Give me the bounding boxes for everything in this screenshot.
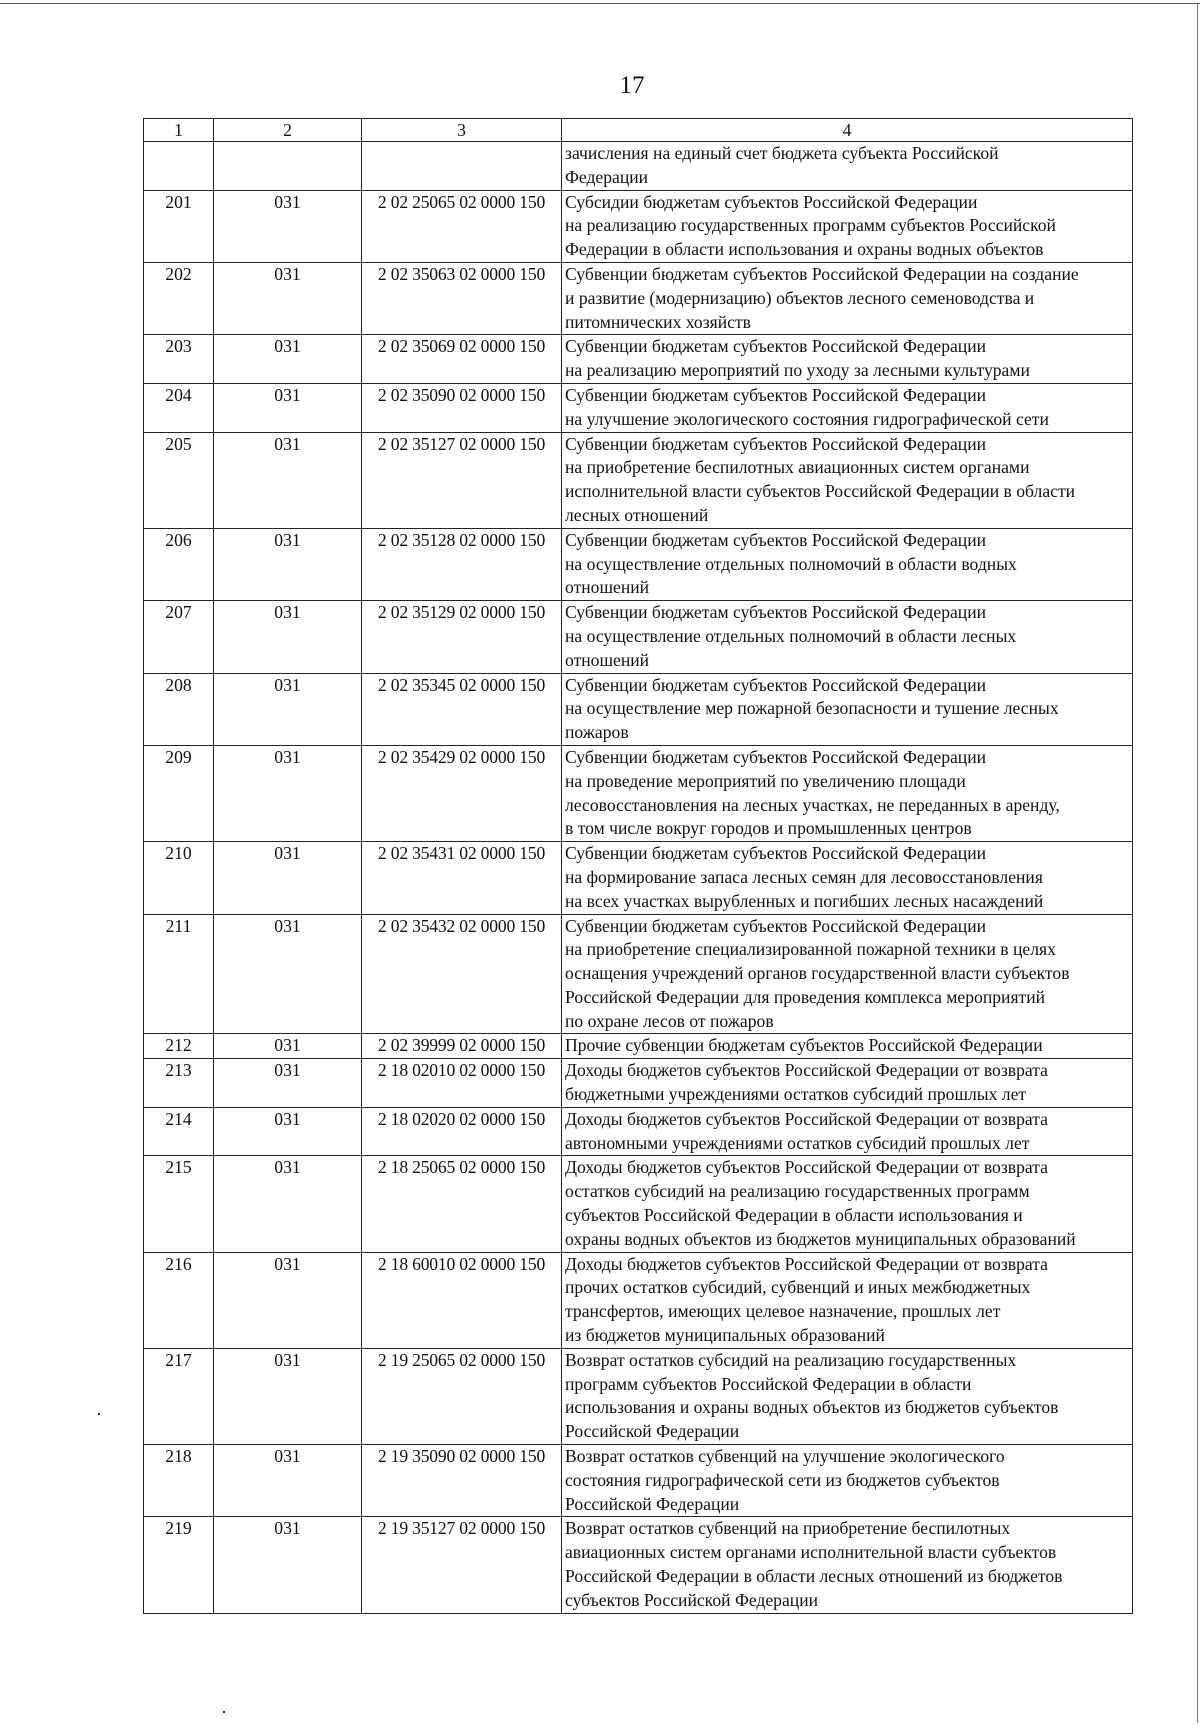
- row-number-cell: 209: [144, 745, 214, 841]
- description-cell: Субвенции бюджетам субъектов Российской Федерации на осуществление отдельных полномочий в области водных отношений: [562, 528, 1133, 600]
- row-number-cell: 208: [144, 673, 214, 745]
- table-row: [144, 1059, 1133, 1108]
- admin-code-cell: 031: [214, 528, 362, 600]
- table-row: [144, 528, 1133, 600]
- budget-code-cell: 2 02 35432 02 0000 150: [362, 914, 562, 1034]
- table-row: [144, 1348, 1133, 1444]
- description-cell: Доходы бюджетов субъектов Российской Федерации от возврата автономными учреждениями остатков субсидий прошлых лет: [562, 1107, 1133, 1156]
- description-cell: зачисления на единый счет бюджета субъекта Российской Федерации: [562, 142, 1133, 191]
- scan-speck: [223, 1711, 225, 1713]
- admin-code-cell: 031: [214, 432, 362, 528]
- row-number-cell: 205: [144, 432, 214, 528]
- row-number-cell: 213: [144, 1059, 214, 1108]
- page-top-edge: [0, 3, 1200, 4]
- admin-code-cell: 031: [214, 1059, 362, 1108]
- admin-code-cell: 031: [214, 262, 362, 334]
- budget-code-cell: 2 02 39999 02 0000 150: [362, 1034, 562, 1059]
- budget-code-cell: 2 18 60010 02 0000 150: [362, 1252, 562, 1348]
- table-row: [144, 190, 1133, 262]
- row-number-cell: 206: [144, 528, 214, 600]
- table-row: [144, 142, 1133, 191]
- page-number: 17: [619, 72, 645, 99]
- admin-code-cell: 031: [214, 1107, 362, 1156]
- budget-code-cell: 2 02 35128 02 0000 150: [362, 528, 562, 600]
- table-row: [144, 1445, 1133, 1517]
- admin-code-cell: 031: [214, 1252, 362, 1348]
- description-cell: Возврат остатков субсидий на реализацию государственных программ субъектов Российской Федерации в области использования и охраны водных объектов из бюджетов субъектов Российской Федерации: [562, 1348, 1133, 1444]
- admin-code-cell: 031: [214, 1445, 362, 1517]
- admin-code-cell: 031: [214, 914, 362, 1034]
- table-row: [144, 262, 1133, 334]
- description-cell: Субвенции бюджетам субъектов Российской Федерации на приобретение беспилотных авиационных систем органами исполнительной власти субъектов Российской Федерации в области лесных отношений: [562, 432, 1133, 528]
- description-cell: Возврат остатков субвенций на приобретение беспилотных авиационных систем органами исполнительной власти субъектов Российской Федерации в области лесных отношений из бюджетов субъектов Российской Федерации: [562, 1517, 1133, 1613]
- row-number-cell: 202: [144, 262, 214, 334]
- row-number-cell: 203: [144, 335, 214, 384]
- row-number-cell: [144, 142, 214, 191]
- admin-code-cell: 031: [214, 745, 362, 841]
- budget-code-cell: 2 02 25065 02 0000 150: [362, 190, 562, 262]
- budget-code-cell: 2 19 35127 02 0000 150: [362, 1517, 562, 1613]
- table-row: [144, 1517, 1133, 1613]
- row-number-cell: 207: [144, 601, 214, 673]
- table-row: [144, 1156, 1133, 1252]
- admin-code-cell: 031: [214, 1034, 362, 1059]
- description-cell: Субвенции бюджетам субъектов Российской Федерации на осуществление мер пожарной безопасности и тушение лесных пожаров: [562, 673, 1133, 745]
- description-cell: Субвенции бюджетам субъектов Российской Федерации на реализацию мероприятий по уходу за лесными культурами: [562, 335, 1133, 384]
- budget-code-cell: 2 18 25065 02 0000 150: [362, 1156, 562, 1252]
- column-header-2: 2: [214, 119, 362, 142]
- budget-code-cell: 2 02 35129 02 0000 150: [362, 601, 562, 673]
- admin-code-cell: 031: [214, 1156, 362, 1252]
- budget-codes-table: [143, 118, 1133, 1614]
- row-number-cell: 201: [144, 190, 214, 262]
- table-row: [144, 1107, 1133, 1156]
- table-row: [144, 914, 1133, 1034]
- description-cell: Субвенции бюджетам субъектов Российской Федерации на осуществление отдельных полномочий в области лесных отношений: [562, 601, 1133, 673]
- budget-code-cell: 2 02 35069 02 0000 150: [362, 335, 562, 384]
- admin-code-cell: 031: [214, 335, 362, 384]
- description-cell: Субсидии бюджетам субъектов Российской Федерации на реализацию государственных программ субъектов Российской Федерации в области использования и охраны водных объектов: [562, 190, 1133, 262]
- admin-code-cell: 031: [214, 1517, 362, 1613]
- table-row: [144, 335, 1133, 384]
- row-number-cell: 218: [144, 1445, 214, 1517]
- description-cell: Доходы бюджетов субъектов Российской Федерации от возврата остатков субсидий на реализацию государственных программ субъектов Российской Федерации в области использования и охраны водных объектов из бюджетов муниципальных образований: [562, 1156, 1133, 1252]
- budget-code-cell: 2 02 35429 02 0000 150: [362, 745, 562, 841]
- table-row: [144, 432, 1133, 528]
- admin-code-cell: 031: [214, 673, 362, 745]
- row-number-cell: 214: [144, 1107, 214, 1156]
- table-row: [144, 1252, 1133, 1348]
- row-number-cell: 212: [144, 1034, 214, 1059]
- row-number-cell: 216: [144, 1252, 214, 1348]
- budget-code-cell: 2 02 35090 02 0000 150: [362, 383, 562, 432]
- table-row: [144, 745, 1133, 841]
- budget-code-cell: 2 18 02020 02 0000 150: [362, 1107, 562, 1156]
- budget-code-cell: 2 02 35345 02 0000 150: [362, 673, 562, 745]
- scan-speck: [98, 1413, 100, 1415]
- description-cell: Субвенции бюджетам субъектов Российской Федерации на улучшение экологического состояния гидрографической сети: [562, 383, 1133, 432]
- admin-code-cell: 031: [214, 1348, 362, 1444]
- column-header-4: 4: [562, 119, 1133, 142]
- admin-code-cell: 031: [214, 601, 362, 673]
- row-number-cell: 204: [144, 383, 214, 432]
- budget-code-cell: 2 02 35063 02 0000 150: [362, 262, 562, 334]
- description-cell: Прочие субвенции бюджетам субъектов Российской Федерации: [562, 1034, 1133, 1059]
- description-cell: Доходы бюджетов субъектов Российской Федерации от возврата прочих остатков субсидий, субвенций и иных межбюджетных трансфертов, имеющих целевое назначение, прошлых лет из бюджетов муниципальных образований: [562, 1252, 1133, 1348]
- table-row: [144, 383, 1133, 432]
- table-body: [144, 142, 1133, 1614]
- admin-code-cell: [214, 142, 362, 191]
- budget-code-cell: 2 02 35127 02 0000 150: [362, 432, 562, 528]
- table-row: [144, 842, 1133, 914]
- budget-code-cell: 2 02 35431 02 0000 150: [362, 842, 562, 914]
- description-cell: Субвенции бюджетам субъектов Российской Федерации на приобретение специализированной пожарной техники в целях оснащения учреждений органов государственной власти субъектов Российской Федерации для проведения комплекса мероприятий по охране лесов от пожаров: [562, 914, 1133, 1034]
- page-right-edge: [1197, 3, 1198, 1723]
- budget-code-cell: [362, 142, 562, 191]
- description-cell: Субвенции бюджетам субъектов Российской Федерации на проведение мероприятий по увеличению площади лесовосстановления на лесных участках, не переданных в аренду, в том числе вокруг городов и промышленных центров: [562, 745, 1133, 841]
- table-row: [144, 601, 1133, 673]
- table-header-row: [144, 119, 1133, 142]
- row-number-cell: 210: [144, 842, 214, 914]
- description-cell: Возврат остатков субвенций на улучшение экологического состояния гидрографической сети из бюджетов субъектов Российской Федерации: [562, 1445, 1133, 1517]
- admin-code-cell: 031: [214, 842, 362, 914]
- column-header-3: 3: [362, 119, 562, 142]
- description-cell: Субвенции бюджетам субъектов Российской Федерации на формирование запаса лесных семян для лесовосстановления на всех участках вырубленных и погибших лесных насаждений: [562, 842, 1133, 914]
- column-header-1: 1: [144, 119, 214, 142]
- table-row: [144, 673, 1133, 745]
- row-number-cell: 219: [144, 1517, 214, 1613]
- budget-code-cell: 2 19 25065 02 0000 150: [362, 1348, 562, 1444]
- budget-code-cell: 2 18 02010 02 0000 150: [362, 1059, 562, 1108]
- row-number-cell: 211: [144, 914, 214, 1034]
- table-row: [144, 1034, 1133, 1059]
- admin-code-cell: 031: [214, 190, 362, 262]
- budget-code-cell: 2 19 35090 02 0000 150: [362, 1445, 562, 1517]
- row-number-cell: 215: [144, 1156, 214, 1252]
- admin-code-cell: 031: [214, 383, 362, 432]
- row-number-cell: 217: [144, 1348, 214, 1444]
- description-cell: Субвенции бюджетам субъектов Российской Федерации на создание и развитие (модернизацию) объектов лесного семеноводства и питомнических хозяйств: [562, 262, 1133, 334]
- description-cell: Доходы бюджетов субъектов Российской Федерации от возврата бюджетными учреждениями остатков субсидий прошлых лет: [562, 1059, 1133, 1108]
